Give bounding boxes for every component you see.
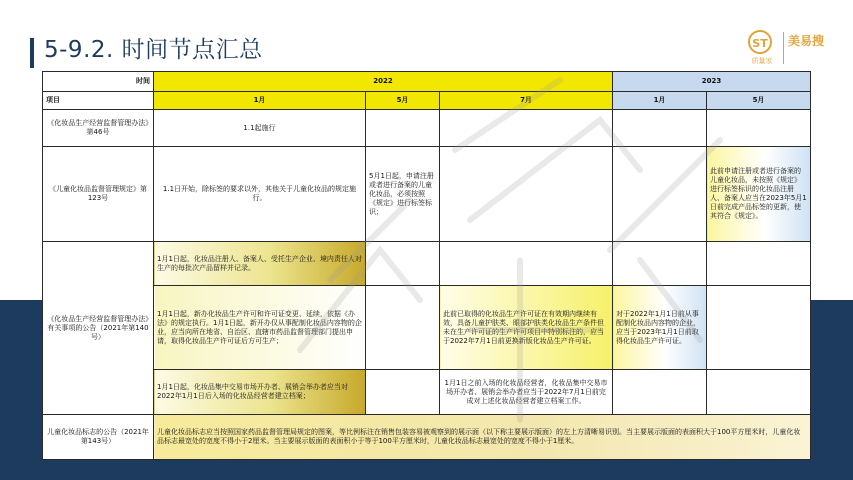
cell-empty bbox=[707, 110, 811, 147]
cell-2022-jan: 1.1起施行 bbox=[154, 110, 366, 147]
time-header: 时间 bbox=[43, 72, 154, 92]
year-2023-header: 2023 bbox=[613, 72, 811, 92]
cell-empty bbox=[366, 286, 440, 370]
cell-empty bbox=[707, 370, 811, 415]
cell-empty bbox=[613, 370, 707, 415]
timeline-table bbox=[42, 71, 811, 460]
brand-logo: 美易搜 bbox=[788, 34, 825, 48]
year-2022-header: 2022 bbox=[154, 72, 613, 92]
table-row bbox=[43, 286, 811, 370]
cell-2022-jan: 1.1日开始，除标签的要求以外，其他关于儿童化妆品的规定施行。 bbox=[154, 147, 366, 242]
cell-empty bbox=[366, 370, 440, 415]
cell-2023-jan: 对于2022年1月1日前从事配制化妆品内容物的企业，应当于2023年1月1日前取得化妆品生产许可证。 bbox=[613, 286, 707, 370]
table-row bbox=[43, 110, 811, 147]
cell-empty bbox=[440, 147, 613, 242]
row-item-label: 《儿童化妆品监督管理规定》第123号 bbox=[43, 147, 154, 242]
header-row-month bbox=[43, 92, 811, 110]
table-row bbox=[43, 147, 811, 242]
title-accent-bar bbox=[30, 38, 34, 68]
row-item-label: 《化妆品生产经营监督管理办法》有关事项的公告（2021年第140号） bbox=[43, 242, 154, 415]
month-header-2022-may: 5月 bbox=[366, 92, 440, 110]
cell-2022-may: 5月1日起，申请注册或者进行备案的儿童化妆品，必须按照《规定》进行标签标识； bbox=[366, 147, 440, 242]
cell-2022-jul: 此前已取得的化妆品生产许可证在有效期内继续有效，具备儿童护肤类、眼部护肤类化妆品生产条件但未在生产许可证的生产许可项目中特别标注的，应当于2022年7月1日前更换新版化妆品生产许可证。 bbox=[440, 286, 613, 370]
st-logo-icon: ST bbox=[748, 30, 772, 54]
month-header-2022-jan: 1月 bbox=[154, 92, 366, 110]
cell-empty bbox=[613, 147, 707, 242]
cell-2022-jan: 1月1日起，化妆品集中交易市场开办者、展销会举办者应当对2022年1月1日后入场的化妆品经营者建立档案； bbox=[154, 370, 366, 415]
month-header-2023-jan: 1月 bbox=[613, 92, 707, 110]
logo-divider bbox=[783, 32, 784, 64]
cell-empty bbox=[613, 110, 707, 147]
row-item-label: 儿童化妆品标志的公告（2021年第143号） bbox=[43, 415, 154, 460]
cell-empty bbox=[707, 286, 811, 370]
cell-2023-may: 此前申请注册或者进行备案的儿童化妆品，未按照《规定》进行标签标识的化妆品注册人、备案人应当在2023年5月1日前完成产品标签的更新，使其符合《规定》。 bbox=[707, 147, 811, 242]
cell-empty bbox=[366, 110, 440, 147]
month-header-2023-may: 5月 bbox=[707, 92, 811, 110]
cell-empty bbox=[440, 110, 613, 147]
table-row bbox=[43, 370, 811, 415]
cell-2022-jan: 1月1日起，新办化妆品生产许可和许可证变更、延续，依据《办法》的规定执行。1月1日起，新开办仅从事配制化妆品内容物的企业，应当向所在地省、自治区、直辖市药品监督管理部门提出申请，取得化妆品生产许可证后方可生产； bbox=[154, 286, 366, 370]
cell-empty bbox=[440, 242, 613, 286]
month-header-2022-jul: 7月 bbox=[440, 92, 613, 110]
st-logo-text: 质量家 bbox=[751, 57, 773, 65]
cell-empty bbox=[613, 242, 707, 286]
header-row-year bbox=[43, 72, 811, 92]
table-row bbox=[43, 415, 811, 460]
page-title: 5-9.2. 时间节点汇总 bbox=[44, 37, 263, 63]
cell-empty bbox=[707, 242, 811, 286]
item-header: 项目 bbox=[43, 92, 154, 110]
table-row bbox=[43, 242, 811, 286]
cell-merged-content: 儿童化妆品标志应当按照国家药品监督管理局规定的图案，等比例标注在销售包装容易被观察到的展示面（以下称主要展示版面）的左上方清晰易识别。当主要展示版面的表面积大于100平方厘米时，儿童化妆品标志最宽处的宽度不得小于2厘米。当主要展示版面的表面积小于等于100平方厘米时，儿童化妆品标志最宽处的宽度不得小于1厘米。 bbox=[154, 415, 811, 460]
cell-2022-jan: 1月1日起，化妆品注册人、备案人、受托生产企业、境内责任人对生产的每批次产品留样并记录。 bbox=[154, 242, 366, 286]
row-item-label: 《化妆品生产经营监督管理办法》第46号 bbox=[43, 110, 154, 147]
cell-empty bbox=[366, 242, 440, 286]
cell-2022-jul: 1月1日之前入场的化妆品经营者，化妆品集中交易市场开办者、展销会举办者应当于2022年7月1日前完成对上述化妆品经营者建立档案工作。 bbox=[440, 370, 613, 415]
logo-group bbox=[746, 28, 830, 68]
